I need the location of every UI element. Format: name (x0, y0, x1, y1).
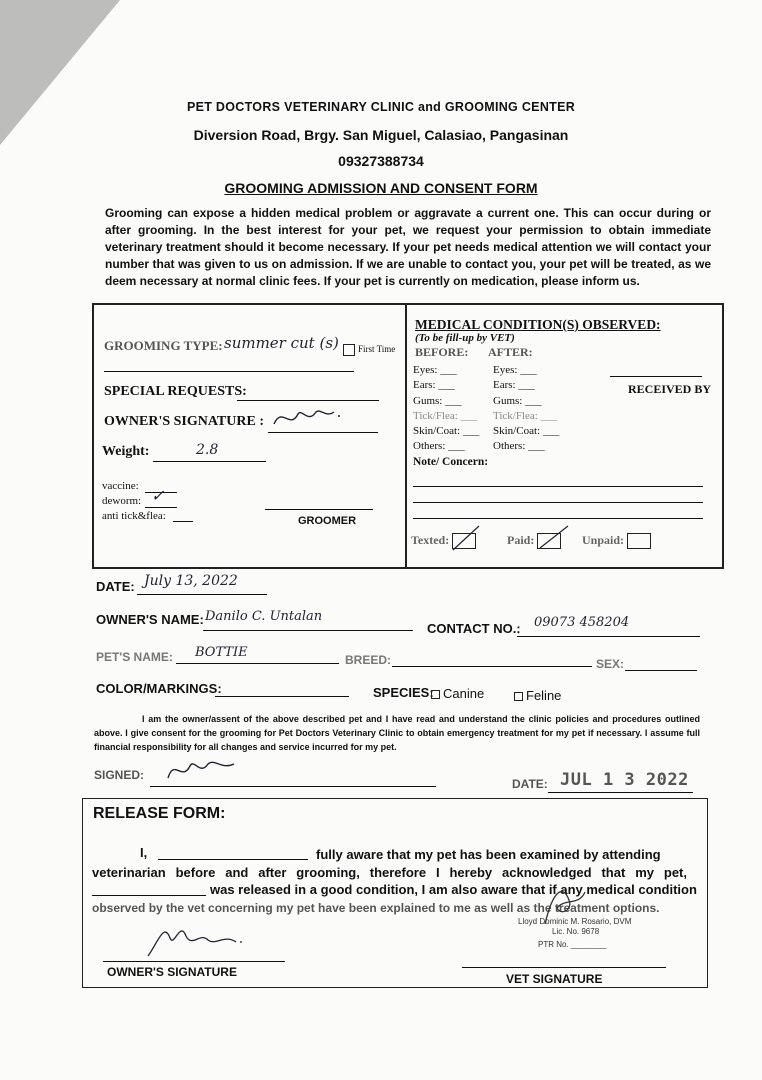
note-line-2 (413, 502, 703, 503)
note-line-1 (413, 486, 703, 487)
before-row: Others: ___ (413, 440, 465, 453)
texted-option[interactable] (411, 533, 476, 549)
after-row: Gums: ___ (493, 394, 542, 407)
intro-paragraph: Grooming can expose a hidden medical problem or aggravate a current one. This can occur during or after grooming. In the best interest for your pet, we request your permission to obtain immediate veterinary treatment should it become necessary. If your pet needs medical attention we will contact your number that was given to us on admission. If we are unable to contact you, your pet will be treated, as we deem necessary at normal clinic fees. If your pet is currently on medication, please inform us. (105, 206, 711, 288)
form-title: GROOMING ADMISSION AND CONSENT FORM (224, 180, 538, 196)
clinic-phone: 09327388734 (338, 153, 424, 169)
first-time-option[interactable] (343, 344, 395, 356)
owner-signature-scribble (268, 402, 348, 432)
before-label: BEFORE: (415, 345, 469, 359)
vet-signature-line (462, 967, 666, 968)
release-name-line (158, 859, 308, 860)
antitick-label: anti tick&flea: (102, 510, 166, 522)
after-row: Tick/Flea: ___ (493, 409, 558, 422)
consent-date-stamp: JUL 1 3 2022 (560, 770, 689, 790)
weight-line (153, 461, 266, 462)
after-row: Eyes: ___ (493, 364, 537, 376)
after-row: Ears: ___ (493, 379, 535, 392)
paid-label: Paid: (507, 533, 535, 547)
texted-label: Texted: (411, 533, 450, 547)
color-markings-label: COLOR/MARKINGS: (96, 681, 222, 696)
owner-name-label: OWNER'S NAME: (96, 612, 204, 627)
contact-label: CONTACT NO.: (427, 621, 521, 636)
before-row: Eyes: ___ (413, 364, 457, 376)
contact-line (517, 636, 700, 637)
consent-date-label: DATE: (512, 777, 548, 791)
first-time-label: First Time (358, 344, 396, 355)
before-row: Tick/Flea: ___ (413, 409, 478, 422)
texted-slash-mark (451, 524, 481, 552)
pet-name-line (176, 663, 339, 664)
owner-signature-label: OWNER'S SIGNATURE : (104, 414, 264, 429)
owner-name-line (203, 630, 413, 631)
first-time-checkbox[interactable] (343, 344, 355, 356)
unpaid-option[interactable] (582, 533, 651, 549)
before-row: Gums: ___ (413, 394, 462, 407)
canine-option[interactable] (431, 686, 484, 701)
after-row: Skin/Coat: ___ (493, 425, 560, 438)
paid-slash-mark (536, 524, 570, 552)
received-by-label: RECEIVED BY (628, 382, 712, 396)
color-markings-line (215, 696, 349, 697)
sex-label: SEX: (596, 657, 625, 671)
vet-signature-scribble (535, 880, 595, 930)
special-requests-line (237, 400, 379, 401)
breed-label: BREED: (345, 653, 392, 667)
weight-label: Weight: (102, 444, 150, 459)
vet-stamp-license: Lic. No. 9678 (552, 927, 600, 936)
signed-scribble (162, 752, 242, 786)
grooming-type-value: summer cut (s) (224, 334, 339, 352)
grooming-type-label: GROOMING TYPE: (104, 338, 223, 353)
feline-checkbox[interactable] (514, 692, 523, 701)
after-label: AFTER: (488, 345, 533, 359)
date-line (137, 594, 267, 595)
signed-label: SIGNED: (94, 768, 145, 782)
weight-value: 2.8 (196, 442, 219, 458)
note-line-3 (413, 518, 703, 519)
before-conditions (413, 363, 479, 455)
sex-line (625, 670, 697, 671)
before-row: Ears: ___ (413, 379, 455, 392)
release-owner-signature-label: OWNER'S SIGNATURE (107, 965, 237, 979)
release-text-b: veterinarian before and after grooming, therefore I hereby acknowledged that my pet, (92, 865, 687, 880)
pet-name-label: PET'S NAME: (96, 650, 173, 664)
owner-signature-line (268, 432, 378, 433)
release-text-d: observed by the vet concerning my pet have been explained to me as well as the treatment options. (92, 901, 660, 915)
medical-title: MEDICAL CONDITION(S) OBSERVED: (415, 317, 661, 332)
paid-checkbox[interactable] (537, 533, 561, 549)
date-value: July 13, 2022 (144, 573, 238, 589)
after-row: Others: ___ (493, 440, 545, 453)
breed-line (392, 666, 592, 667)
consent-paragraph: I am the owner/assent of the above described pet and I have read and understand the clinic policies and procedures outlined above. I give consent for the grooming for Pet Doctors Veterinary Clinic to obtain emergency treatment for my pet if necessary. I assume full financial responsibility for all changes and service incurred for my pet. (94, 714, 700, 752)
signed-line (150, 786, 436, 787)
deworm-checkmark: ✓ (151, 486, 165, 505)
canine-checkbox[interactable] (431, 690, 440, 699)
vet-stamp-name: Lloyd Dominic M. Rosario, DVM (518, 917, 632, 926)
contact-value: 09073 458204 (534, 615, 630, 630)
owner-name-value: Danilo C. Untalan (205, 609, 323, 624)
clinic-address: Diversion Road, Brgy. San Miguel, Calasiao, Pangasinan (193, 127, 569, 143)
grooming-type-line (104, 371, 354, 372)
medical-subtitle: (To be fill-up by VET) (415, 332, 515, 344)
vaccine-label: vaccine: (102, 480, 139, 492)
folded-corner (0, 0, 120, 145)
release-text-a: fully aware that my pet has been examined by attending (316, 847, 661, 862)
antitick-line (173, 521, 193, 522)
after-conditions (493, 363, 559, 455)
paid-option[interactable] (507, 533, 561, 549)
owner-signature-release-line (103, 961, 285, 962)
release-vet-signature-label: VET SIGNATURE (506, 972, 603, 986)
canine-label: Canine (443, 686, 485, 701)
vet-stamp-ptr: PTR No. ________ (538, 940, 607, 949)
deworm-line (145, 507, 177, 508)
release-text-c: was released in a good condition, I am also aware that if any medical condition (210, 882, 697, 897)
pet-name-value: BOTTIE (195, 645, 248, 660)
release-title: RELEASE FORM: (93, 805, 226, 822)
special-requests-label: SPECIAL REQUESTS: (104, 384, 247, 399)
consent-date-line (548, 792, 693, 793)
unpaid-label: Unpaid: (582, 533, 625, 547)
species-label: SPECIES: (373, 685, 434, 700)
release-owner-scribble (140, 912, 250, 962)
received-by-line (610, 376, 702, 377)
groomer-label: GROOMER (298, 515, 357, 527)
groomer-line (265, 509, 373, 510)
texted-checkbox[interactable] (452, 533, 476, 549)
admission-divider (405, 305, 407, 567)
date-label: DATE: (96, 579, 135, 594)
before-row: Skin/Coat: ___ (413, 425, 480, 438)
unpaid-checkbox[interactable] (627, 533, 651, 549)
release-pet-line (92, 895, 206, 896)
deworm-label: deworm: (102, 495, 142, 507)
note-label: Note/ Concern: (413, 456, 489, 468)
clinic-name: PET DOCTORS VETERINARY CLINIC and GROOMING CENTER (186, 100, 576, 114)
feline-label: Feline (526, 688, 562, 703)
feline-option[interactable] (514, 688, 561, 703)
release-i-label: I, (140, 845, 148, 860)
